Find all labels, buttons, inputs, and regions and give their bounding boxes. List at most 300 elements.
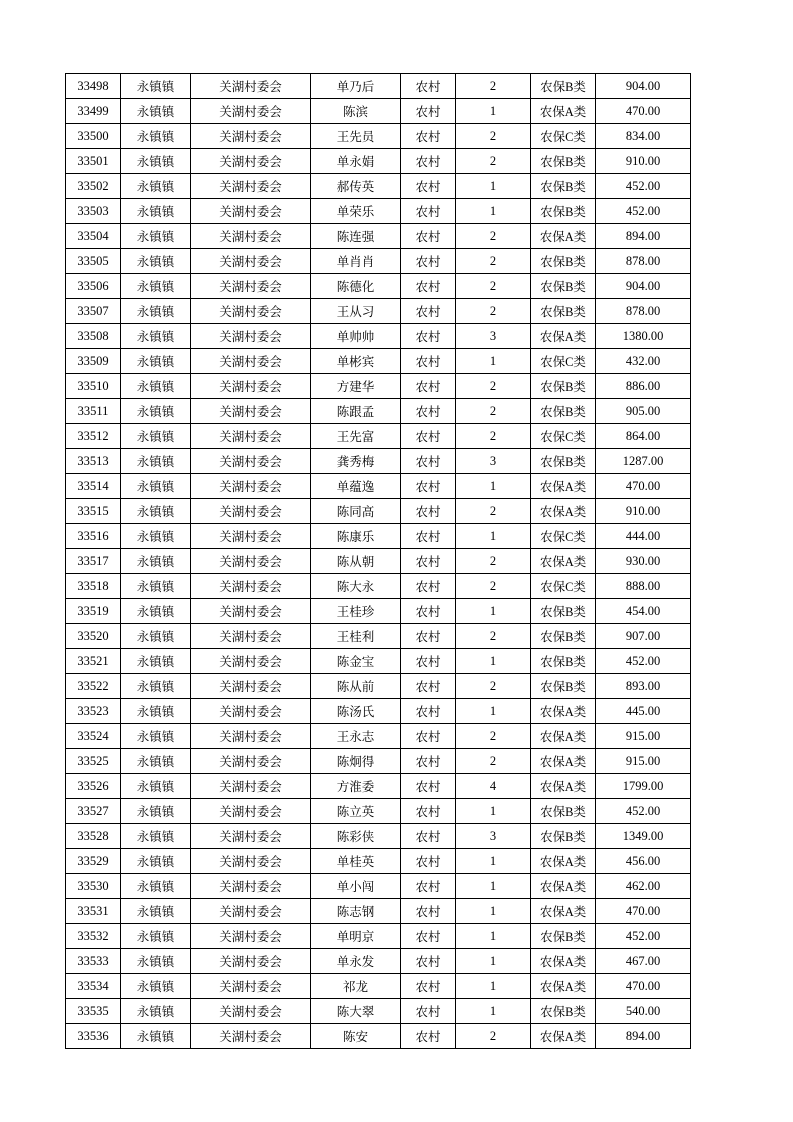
cell-category: 农保A类 [531, 974, 596, 999]
table-row [66, 374, 691, 399]
cell-category: 农保A类 [531, 99, 596, 124]
cell-count: 3 [456, 324, 531, 349]
table-row [66, 574, 691, 599]
cell-village: 关湖村委会 [191, 224, 311, 249]
cell-id: 33498 [66, 74, 121, 99]
cell-category: 农保A类 [531, 849, 596, 874]
cell-town: 永镇镇 [121, 724, 191, 749]
table-row [66, 999, 691, 1024]
cell-name: 陈从朝 [311, 549, 401, 574]
cell-id: 33521 [66, 649, 121, 674]
cell-category: 农保B类 [531, 149, 596, 174]
cell-amount: 894.00 [596, 1024, 691, 1049]
cell-category: 农保B类 [531, 74, 596, 99]
cell-town: 永镇镇 [121, 799, 191, 824]
cell-name: 陈立英 [311, 799, 401, 824]
cell-town: 永镇镇 [121, 849, 191, 874]
table-row [66, 824, 691, 849]
cell-count: 2 [456, 274, 531, 299]
cell-type: 农村 [401, 799, 456, 824]
cell-village: 关湖村委会 [191, 549, 311, 574]
cell-category: 农保B类 [531, 374, 596, 399]
cell-town: 永镇镇 [121, 149, 191, 174]
cell-amount: 907.00 [596, 624, 691, 649]
cell-name: 单帅帅 [311, 324, 401, 349]
cell-type: 农村 [401, 324, 456, 349]
cell-amount: 1380.00 [596, 324, 691, 349]
cell-name: 陈从前 [311, 674, 401, 699]
cell-count: 4 [456, 774, 531, 799]
cell-category: 农保B类 [531, 174, 596, 199]
cell-town: 永镇镇 [121, 499, 191, 524]
cell-id: 33519 [66, 599, 121, 624]
cell-count: 2 [456, 749, 531, 774]
cell-id: 33529 [66, 849, 121, 874]
table-row [66, 724, 691, 749]
table-row [66, 474, 691, 499]
cell-town: 永镇镇 [121, 1024, 191, 1049]
cell-id: 33531 [66, 899, 121, 924]
cell-category: 农保C类 [531, 349, 596, 374]
cell-type: 农村 [401, 124, 456, 149]
cell-count: 2 [456, 574, 531, 599]
cell-type: 农村 [401, 224, 456, 249]
cell-town: 永镇镇 [121, 524, 191, 549]
cell-name: 王先富 [311, 424, 401, 449]
cell-type: 农村 [401, 674, 456, 699]
cell-village: 关湖村委会 [191, 399, 311, 424]
cell-village: 关湖村委会 [191, 649, 311, 674]
cell-type: 农村 [401, 249, 456, 274]
cell-count: 1 [456, 874, 531, 899]
cell-id: 33517 [66, 549, 121, 574]
cell-category: 农保B类 [531, 924, 596, 949]
table-row [66, 324, 691, 349]
cell-type: 农村 [401, 524, 456, 549]
cell-amount: 1349.00 [596, 824, 691, 849]
cell-village: 关湖村委会 [191, 299, 311, 324]
cell-village: 关湖村委会 [191, 824, 311, 849]
table-row [66, 549, 691, 574]
cell-count: 2 [456, 124, 531, 149]
cell-count: 1 [456, 99, 531, 124]
cell-town: 永镇镇 [121, 449, 191, 474]
cell-amount: 904.00 [596, 74, 691, 99]
cell-amount: 456.00 [596, 849, 691, 874]
cell-name: 陈滨 [311, 99, 401, 124]
pension-roster-table [65, 73, 691, 1049]
cell-category: 农保C类 [531, 424, 596, 449]
cell-town: 永镇镇 [121, 474, 191, 499]
cell-name: 王先员 [311, 124, 401, 149]
cell-amount: 915.00 [596, 724, 691, 749]
cell-type: 农村 [401, 299, 456, 324]
table-row [66, 174, 691, 199]
cell-count: 2 [456, 1024, 531, 1049]
cell-type: 农村 [401, 974, 456, 999]
cell-type: 农村 [401, 499, 456, 524]
cell-type: 农村 [401, 749, 456, 774]
cell-category: 农保B类 [531, 399, 596, 424]
cell-count: 1 [456, 799, 531, 824]
cell-type: 农村 [401, 449, 456, 474]
cell-village: 关湖村委会 [191, 374, 311, 399]
cell-name: 陈志钢 [311, 899, 401, 924]
cell-id: 33518 [66, 574, 121, 599]
cell-village: 关湖村委会 [191, 424, 311, 449]
cell-amount: 910.00 [596, 499, 691, 524]
cell-amount: 540.00 [596, 999, 691, 1024]
cell-name: 单乃后 [311, 74, 401, 99]
table-row [66, 99, 691, 124]
cell-village: 关湖村委会 [191, 774, 311, 799]
cell-type: 农村 [401, 349, 456, 374]
cell-name: 陈德化 [311, 274, 401, 299]
cell-id: 33507 [66, 299, 121, 324]
cell-id: 33522 [66, 674, 121, 699]
cell-town: 永镇镇 [121, 749, 191, 774]
cell-count: 1 [456, 474, 531, 499]
cell-type: 农村 [401, 624, 456, 649]
cell-category: 农保C类 [531, 574, 596, 599]
table-row [66, 399, 691, 424]
cell-type: 农村 [401, 999, 456, 1024]
cell-name: 陈康乐 [311, 524, 401, 549]
table-row [66, 299, 691, 324]
cell-town: 永镇镇 [121, 324, 191, 349]
cell-count: 2 [456, 149, 531, 174]
cell-type: 农村 [401, 949, 456, 974]
cell-village: 关湖村委会 [191, 99, 311, 124]
cell-village: 关湖村委会 [191, 199, 311, 224]
cell-name: 陈彩侠 [311, 824, 401, 849]
cell-village: 关湖村委会 [191, 674, 311, 699]
cell-village: 关湖村委会 [191, 574, 311, 599]
cell-id: 33505 [66, 249, 121, 274]
cell-town: 永镇镇 [121, 699, 191, 724]
cell-town: 永镇镇 [121, 99, 191, 124]
cell-category: 农保B类 [531, 674, 596, 699]
cell-village: 关湖村委会 [191, 474, 311, 499]
cell-town: 永镇镇 [121, 874, 191, 899]
cell-name: 陈大翠 [311, 999, 401, 1024]
cell-village: 关湖村委会 [191, 349, 311, 374]
cell-type: 农村 [401, 824, 456, 849]
cell-category: 农保C类 [531, 124, 596, 149]
cell-town: 永镇镇 [121, 649, 191, 674]
cell-id: 33510 [66, 374, 121, 399]
table-row [66, 624, 691, 649]
cell-amount: 444.00 [596, 524, 691, 549]
cell-name: 单荣乐 [311, 199, 401, 224]
table-row [66, 699, 691, 724]
cell-id: 33523 [66, 699, 121, 724]
cell-name: 方淮委 [311, 774, 401, 799]
cell-town: 永镇镇 [121, 774, 191, 799]
cell-village: 关湖村委会 [191, 174, 311, 199]
cell-category: 农保A类 [531, 324, 596, 349]
cell-count: 3 [456, 824, 531, 849]
cell-village: 关湖村委会 [191, 149, 311, 174]
cell-count: 1 [456, 174, 531, 199]
cell-town: 永镇镇 [121, 199, 191, 224]
cell-id: 33501 [66, 149, 121, 174]
cell-amount: 470.00 [596, 899, 691, 924]
cell-id: 33516 [66, 524, 121, 549]
cell-category: 农保A类 [531, 949, 596, 974]
cell-village: 关湖村委会 [191, 499, 311, 524]
cell-id: 33524 [66, 724, 121, 749]
cell-type: 农村 [401, 924, 456, 949]
cell-name: 单明京 [311, 924, 401, 949]
table-row [66, 799, 691, 824]
cell-name: 陈大永 [311, 574, 401, 599]
cell-type: 农村 [401, 874, 456, 899]
cell-amount: 864.00 [596, 424, 691, 449]
cell-count: 1 [456, 699, 531, 724]
cell-village: 关湖村委会 [191, 274, 311, 299]
cell-count: 1 [456, 649, 531, 674]
cell-category: 农保A类 [531, 899, 596, 924]
cell-id: 33513 [66, 449, 121, 474]
table-row [66, 224, 691, 249]
cell-name: 陈连强 [311, 224, 401, 249]
cell-amount: 452.00 [596, 199, 691, 224]
cell-count: 2 [456, 249, 531, 274]
cell-amount: 452.00 [596, 799, 691, 824]
cell-id: 33536 [66, 1024, 121, 1049]
table-row [66, 274, 691, 299]
cell-name: 陈安 [311, 1024, 401, 1049]
cell-amount: 888.00 [596, 574, 691, 599]
cell-category: 农保B类 [531, 824, 596, 849]
cell-name: 单彬宾 [311, 349, 401, 374]
cell-amount: 445.00 [596, 699, 691, 724]
cell-count: 1 [456, 899, 531, 924]
cell-name: 陈同高 [311, 499, 401, 524]
cell-town: 永镇镇 [121, 174, 191, 199]
cell-count: 2 [456, 399, 531, 424]
table-row [66, 849, 691, 874]
cell-village: 关湖村委会 [191, 599, 311, 624]
cell-name: 祁龙 [311, 974, 401, 999]
cell-id: 33504 [66, 224, 121, 249]
cell-amount: 893.00 [596, 674, 691, 699]
cell-town: 永镇镇 [121, 949, 191, 974]
cell-type: 农村 [401, 849, 456, 874]
cell-name: 陈金宝 [311, 649, 401, 674]
cell-category: 农保A类 [531, 474, 596, 499]
cell-id: 33508 [66, 324, 121, 349]
cell-count: 1 [456, 524, 531, 549]
cell-town: 永镇镇 [121, 624, 191, 649]
cell-name: 单小闯 [311, 874, 401, 899]
cell-town: 永镇镇 [121, 74, 191, 99]
cell-village: 关湖村委会 [191, 74, 311, 99]
table-row [66, 499, 691, 524]
cell-town: 永镇镇 [121, 549, 191, 574]
cell-name: 单桂英 [311, 849, 401, 874]
cell-category: 农保A类 [531, 499, 596, 524]
cell-id: 33509 [66, 349, 121, 374]
cell-category: 农保B类 [531, 649, 596, 674]
cell-amount: 1799.00 [596, 774, 691, 799]
cell-category: 农保B类 [531, 199, 596, 224]
cell-amount: 467.00 [596, 949, 691, 974]
cell-town: 永镇镇 [121, 374, 191, 399]
cell-count: 1 [456, 974, 531, 999]
cell-village: 关湖村委会 [191, 874, 311, 899]
cell-village: 关湖村委会 [191, 799, 311, 824]
cell-village: 关湖村委会 [191, 449, 311, 474]
cell-id: 33530 [66, 874, 121, 899]
cell-name: 方建华 [311, 374, 401, 399]
table-row [66, 199, 691, 224]
table-row [66, 949, 691, 974]
cell-type: 农村 [401, 1024, 456, 1049]
cell-amount: 930.00 [596, 549, 691, 574]
cell-village: 关湖村委会 [191, 974, 311, 999]
cell-name: 单永娟 [311, 149, 401, 174]
table-row [66, 1024, 691, 1049]
table-row [66, 149, 691, 174]
cell-category: 农保B类 [531, 624, 596, 649]
cell-id: 33520 [66, 624, 121, 649]
cell-id: 33506 [66, 274, 121, 299]
cell-name: 王从习 [311, 299, 401, 324]
cell-category: 农保A类 [531, 749, 596, 774]
cell-amount: 432.00 [596, 349, 691, 374]
cell-name: 单永发 [311, 949, 401, 974]
cell-town: 永镇镇 [121, 349, 191, 374]
cell-category: 农保A类 [531, 699, 596, 724]
cell-type: 农村 [401, 724, 456, 749]
cell-category: 农保B类 [531, 449, 596, 474]
cell-id: 33528 [66, 824, 121, 849]
cell-count: 2 [456, 224, 531, 249]
cell-id: 33526 [66, 774, 121, 799]
cell-type: 农村 [401, 549, 456, 574]
table-row [66, 424, 691, 449]
cell-count: 1 [456, 949, 531, 974]
cell-count: 1 [456, 924, 531, 949]
cell-count: 2 [456, 424, 531, 449]
cell-count: 2 [456, 674, 531, 699]
cell-town: 永镇镇 [121, 299, 191, 324]
cell-village: 关湖村委会 [191, 699, 311, 724]
cell-type: 农村 [401, 274, 456, 299]
cell-town: 永镇镇 [121, 924, 191, 949]
cell-category: 农保A类 [531, 224, 596, 249]
cell-category: 农保A类 [531, 774, 596, 799]
cell-amount: 470.00 [596, 474, 691, 499]
cell-count: 2 [456, 724, 531, 749]
cell-town: 永镇镇 [121, 424, 191, 449]
cell-amount: 462.00 [596, 874, 691, 899]
cell-category: 农保B类 [531, 799, 596, 824]
cell-village: 关湖村委会 [191, 124, 311, 149]
cell-amount: 1287.00 [596, 449, 691, 474]
cell-village: 关湖村委会 [191, 249, 311, 274]
cell-type: 农村 [401, 649, 456, 674]
cell-category: 农保C类 [531, 524, 596, 549]
cell-category: 农保B类 [531, 249, 596, 274]
cell-amount: 878.00 [596, 249, 691, 274]
cell-type: 农村 [401, 774, 456, 799]
table-row [66, 449, 691, 474]
cell-category: 农保B类 [531, 999, 596, 1024]
cell-amount: 454.00 [596, 599, 691, 624]
cell-village: 关湖村委会 [191, 899, 311, 924]
cell-type: 农村 [401, 899, 456, 924]
table-body [66, 74, 691, 1049]
table-row [66, 599, 691, 624]
cell-count: 2 [456, 624, 531, 649]
cell-name: 陈跟孟 [311, 399, 401, 424]
cell-id: 33503 [66, 199, 121, 224]
cell-type: 农村 [401, 424, 456, 449]
cell-id: 33532 [66, 924, 121, 949]
table-row [66, 524, 691, 549]
cell-amount: 894.00 [596, 224, 691, 249]
cell-name: 单肖肖 [311, 249, 401, 274]
cell-town: 永镇镇 [121, 999, 191, 1024]
cell-town: 永镇镇 [121, 274, 191, 299]
cell-id: 33502 [66, 174, 121, 199]
cell-count: 2 [456, 299, 531, 324]
cell-id: 33512 [66, 424, 121, 449]
cell-type: 农村 [401, 99, 456, 124]
table-row [66, 349, 691, 374]
cell-count: 2 [456, 549, 531, 574]
table-row [66, 899, 691, 924]
cell-name: 王桂利 [311, 624, 401, 649]
cell-amount: 904.00 [596, 274, 691, 299]
cell-name: 龚秀梅 [311, 449, 401, 474]
cell-village: 关湖村委会 [191, 924, 311, 949]
cell-village: 关湖村委会 [191, 324, 311, 349]
cell-name: 陈汤氏 [311, 699, 401, 724]
cell-category: 农保A类 [531, 874, 596, 899]
cell-amount: 878.00 [596, 299, 691, 324]
table-row [66, 649, 691, 674]
cell-id: 33511 [66, 399, 121, 424]
cell-id: 33535 [66, 999, 121, 1024]
cell-category: 农保B类 [531, 274, 596, 299]
cell-village: 关湖村委会 [191, 999, 311, 1024]
cell-category: 农保A类 [531, 724, 596, 749]
cell-village: 关湖村委会 [191, 1024, 311, 1049]
cell-name: 单蕴逸 [311, 474, 401, 499]
cell-type: 农村 [401, 174, 456, 199]
cell-village: 关湖村委会 [191, 949, 311, 974]
cell-type: 农村 [401, 199, 456, 224]
cell-name: 陈炯得 [311, 749, 401, 774]
cell-count: 1 [456, 999, 531, 1024]
cell-count: 2 [456, 499, 531, 524]
cell-id: 33514 [66, 474, 121, 499]
cell-count: 2 [456, 74, 531, 99]
cell-town: 永镇镇 [121, 674, 191, 699]
cell-town: 永镇镇 [121, 599, 191, 624]
table-row [66, 774, 691, 799]
table-row [66, 874, 691, 899]
cell-type: 农村 [401, 374, 456, 399]
cell-amount: 886.00 [596, 374, 691, 399]
cell-category: 农保A类 [531, 549, 596, 574]
cell-amount: 470.00 [596, 99, 691, 124]
cell-count: 1 [456, 199, 531, 224]
